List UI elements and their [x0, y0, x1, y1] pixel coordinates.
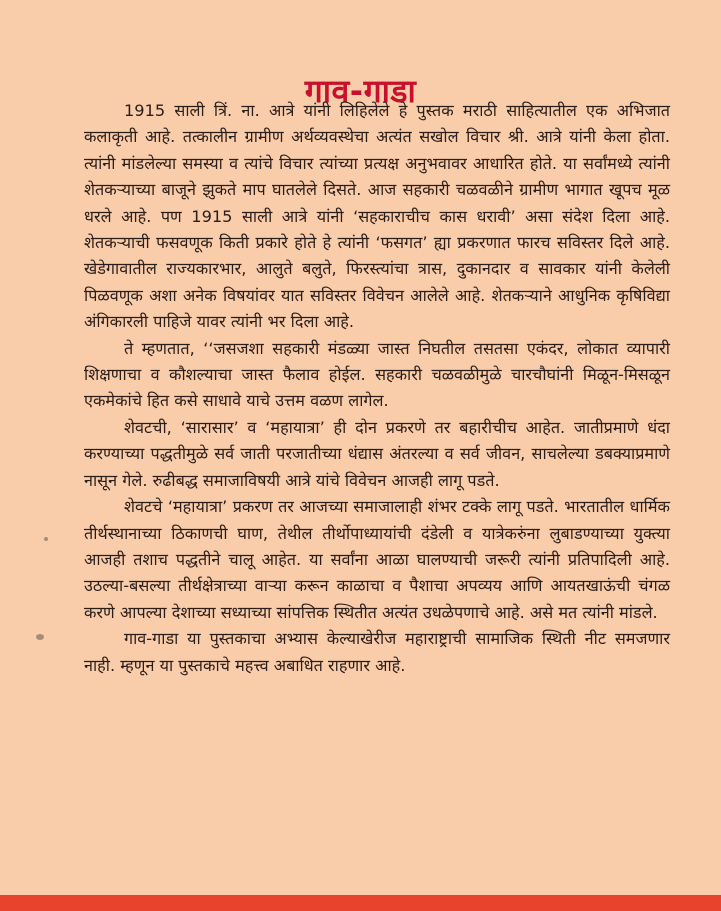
bottom-color-band — [0, 895, 721, 911]
paragraph-conclusion: गाव-गाडा या पुस्तकाचा अभ्यास केल्याखेरीज महाराष्ट्राची सामाजिक स्थिती नीट समजणार नाही. म्हणून या पुस्तकाचे महत्त्व अबाधित राहणार आहे. — [84, 629, 670, 675]
paragraph-intro: 1915 साली त्रिं. ना. आत्रे यांनी लिहिलेले हे पुस्तक मराठी साहित्यातील एक अभिजात कलाकृती आहे. तत्कालीन ग्रामीण अर्थव्यवस्थेचा अत्यंत सखोल विचार श्री. आत्रे यांनी केला होता. त्यांनी मांडलेल्या समस्या व त्यांचे विचार त्यांच्या प्रत्यक्ष अनुभवावर आधारित होते. या सर्वांमध्ये त्यांनी शेतकऱ्याच्या बाजूने झुकते माप घातलेले दिसते. आज सहकारी चळवळीने ग्रामीण भागात खूपच मूळ धरले आहे. पण 1915 साली आत्रे यांनी ‘सहकाराचीच कास धरावी’ असा संदेश दिला आहे. शेतकऱ्याची फसवणूक किती प्रकारे होते हे त्यांनी ‘फसगत’ ह्या प्रकरणात फारच सविस्तर दिले आहे. खेडेगावातील राज्यकारभार, आलुते बलुते, फिरस्त्यांचा त्रास, दुकानदार व सावकार यांनी केलेली पिळवणूक अशा अनेक विषयांवर यात सविस्तर विवेचन आलेले आहे. शेतकऱ्याने आधुनिक कृषिविद्या अंगिकारली पाहिजे यावर त्यांनी भर दिला आहे. — [84, 101, 670, 332]
page-title: गाव-गाडा — [304, 72, 417, 111]
paragraph-sarasar: शेवटची, ‘सारासार’ व ‘महायात्रा’ ही दोन प्रकरणे तर बहारीचीच आहेत. जातीप्रमाणे धंदा करण्याच्या पद्धतीमुळे सर्व जाती परजातीच्या धंद्यास अंतरल्या व सर्व जीवन, साचलेल्या डबक्याप्रमाणे नासून गेले. रुढीबद्ध समाजाविषयी आत्रे यांचे विवेचन आजही लागू पडते. — [84, 417, 670, 490]
paragraph-mahayatra: शेवटचे ‘महायात्रा’ प्रकरण तर आजच्या समाजालाही शंभर टक्के लागू पडते. भारतातील धार्मिक तीर्थस्थानाच्या ठिकाणची घाण, तेथील तीर्थोपाध्यायांची दंडेली व यात्रेकरुंना लुबाडण्याच्या युक्त्या आजही तशाच पद्धतीने चालू आहेत. या सर्वांना आळा घालण्याची जरूरी त्यांनी प्रतिपादिली आहे. उठल्या-बसल्या तीर्थक्षेत्राच्या वाऱ्या करून काळाचा व पैशाचा अपव्यय आणि आयतखाऊंची चंगळ करणे आपल्या देशाच्या सध्याच्या सांपत्तिक स्थितीत अत्यंत उधळेपणाचे आहे. असे मत त्यांनी मांडले. — [84, 497, 670, 622]
paragraph-quote: ते म्हणतात, ‘‘जसजशा सहकारी मंडळ्या जास्त निघतील तसतसा एकंदर, लोकात व्यापारी शिक्षणाचा व कौशल्याचा जास्त फैलाव होईल. सहकारी चळवळीमुळे चारचौघांनी मिळून-मिसळून एकमेकांचे हित कसे साधावे याचे उत्तम वळण लागेल. — [84, 338, 670, 411]
print-speck — [36, 634, 44, 640]
print-speck — [44, 537, 48, 541]
description-text — [84, 98, 670, 679]
